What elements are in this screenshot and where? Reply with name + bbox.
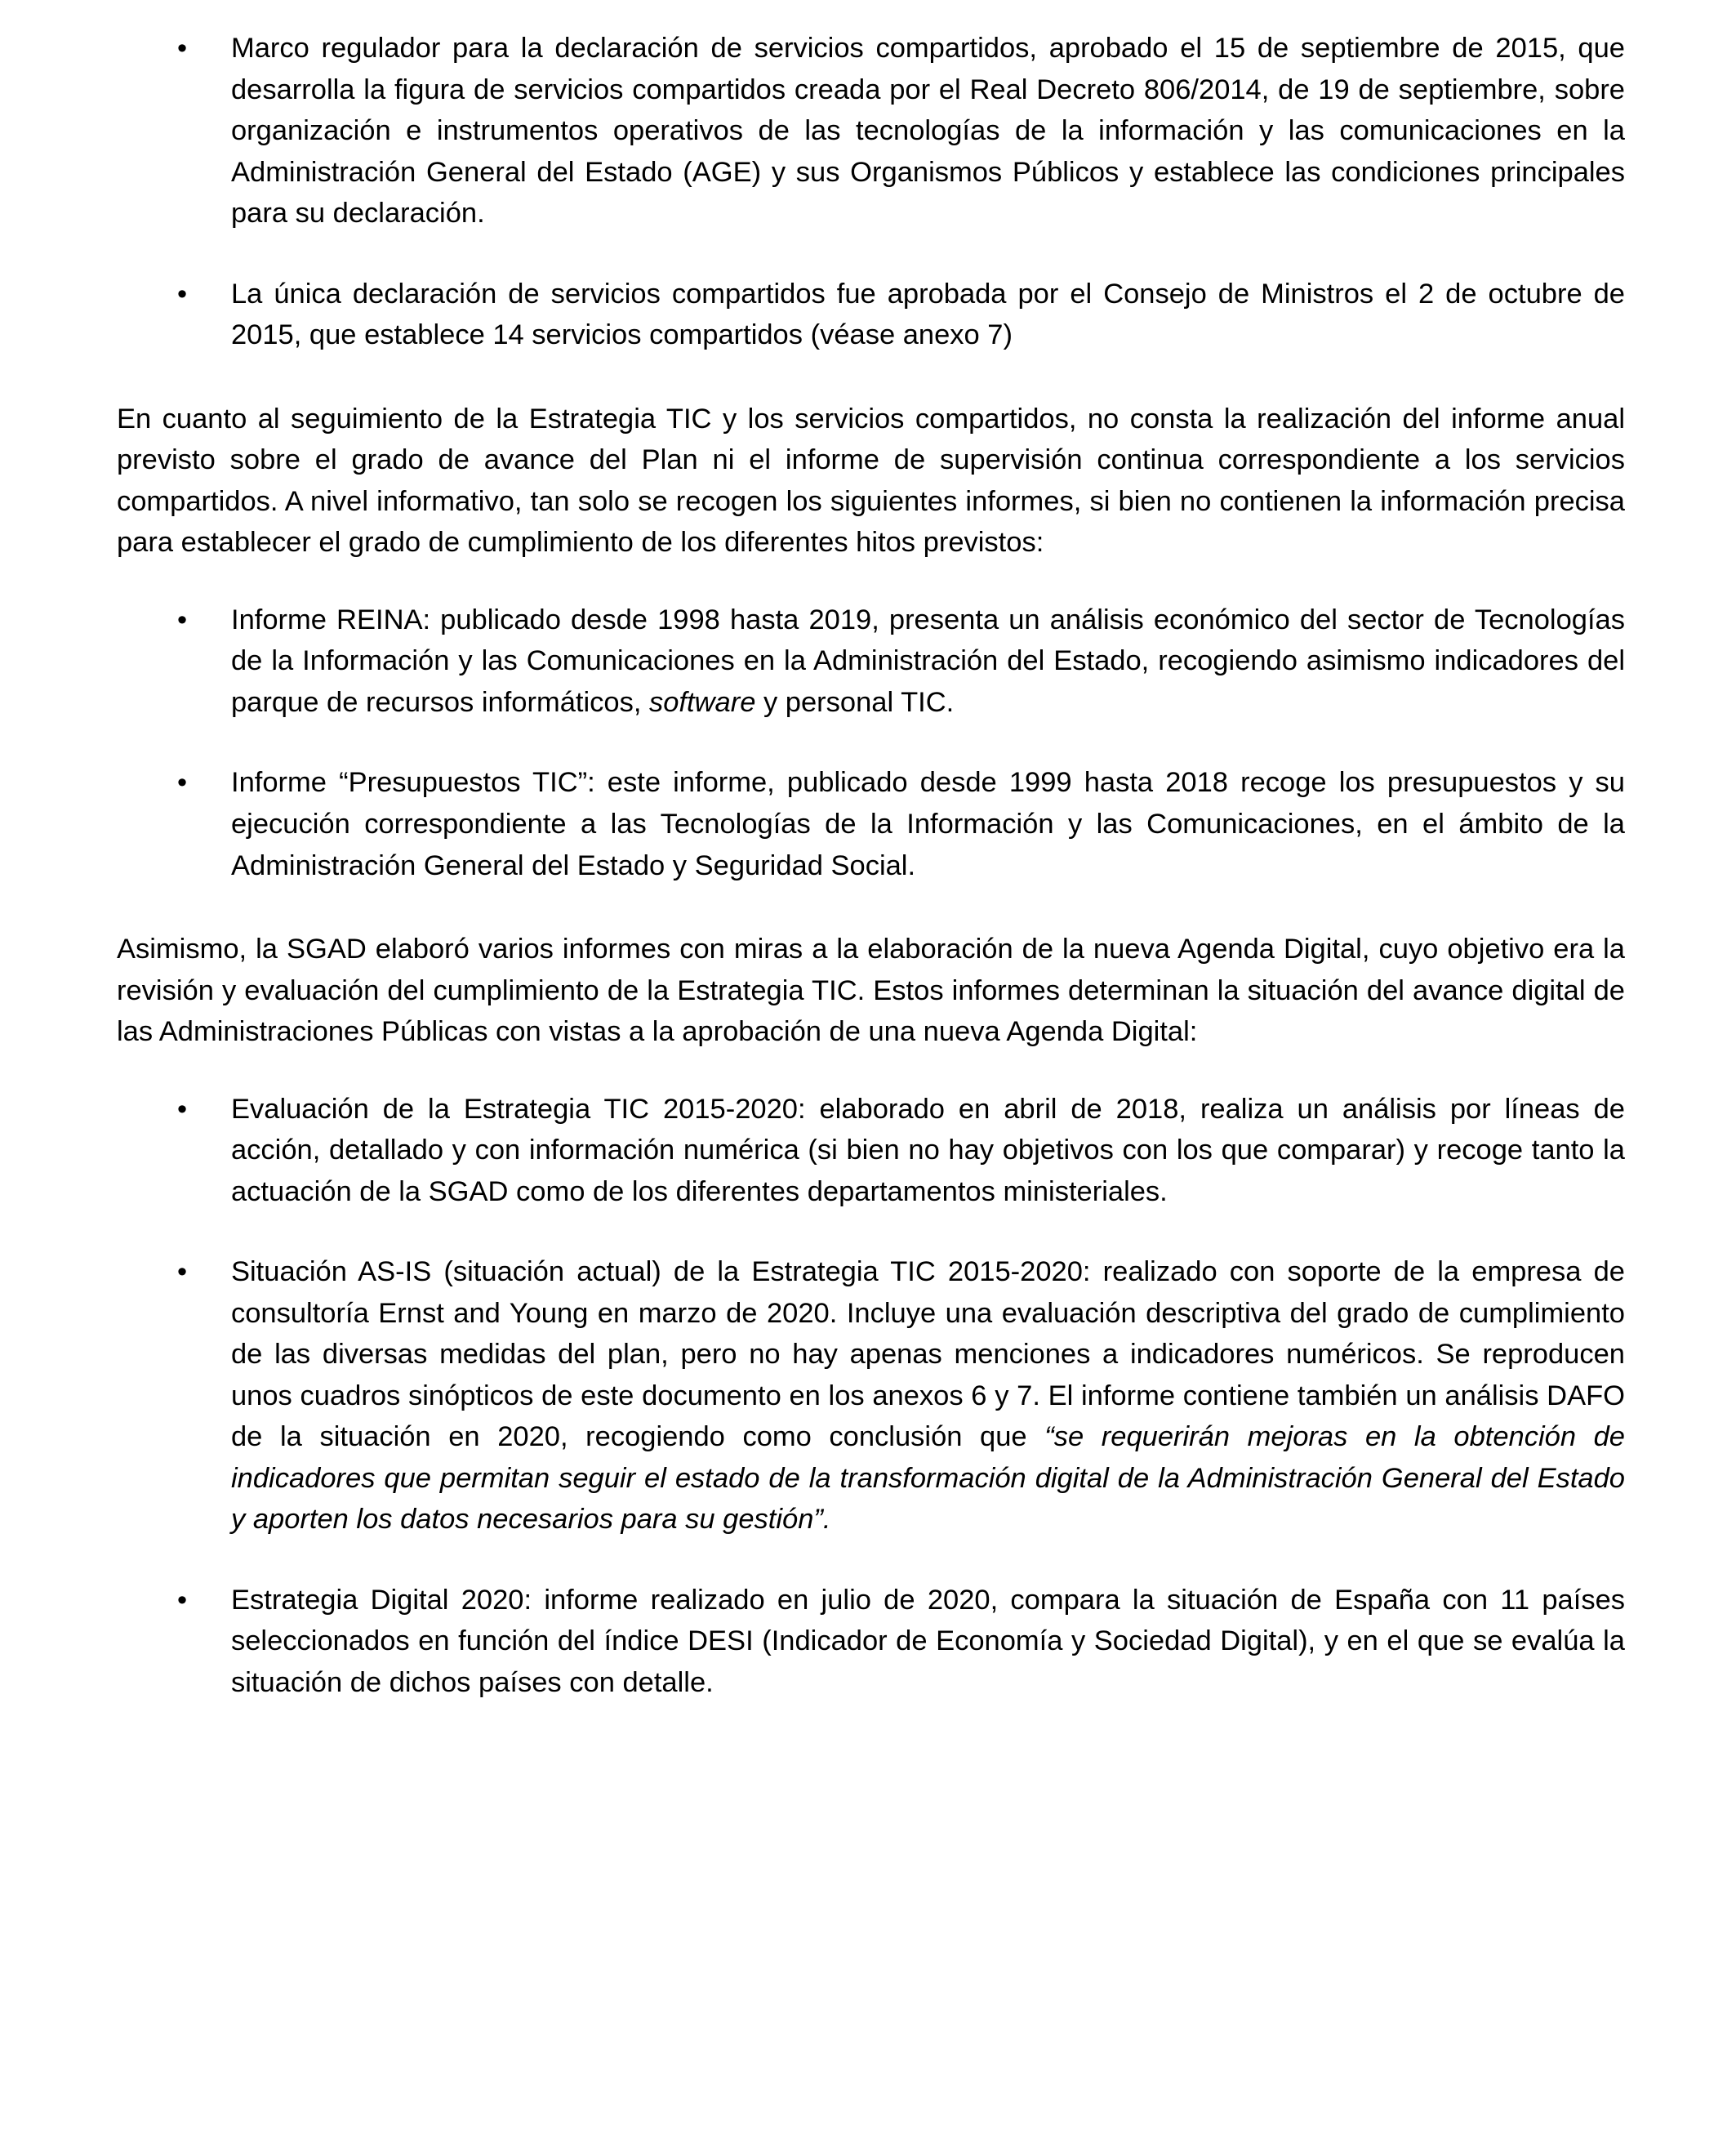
list-item (117, 1580, 1625, 1704)
spacer (117, 356, 1625, 399)
list-item-text-part-1: Informe REINA: publicado desde 1998 hasta 2019, presenta un análisis económico del sector de Tecnologías de la Información y las Comunicaciones en la Administración del Estado, recogiendo asimismo indicadores del parque de recursos informáticos, (231, 604, 1625, 718)
spacer (117, 886, 1625, 929)
list-item-text: La única declaración de servicios compartidos fue aprobada por el Consejo de Ministros el 2 de octubre de 2015, que establece 14 servicios compartidos (véase anexo 7) (231, 278, 1625, 351)
bullet-icon: • (177, 278, 188, 310)
bullet-icon: • (177, 1256, 188, 1288)
bullet-icon: • (177, 1093, 188, 1125)
list-item (117, 600, 1625, 724)
list-item (117, 1251, 1625, 1540)
emphasis-software: software (649, 686, 756, 718)
bullet-icon: • (177, 767, 188, 799)
list-item (117, 28, 1625, 234)
list-item (117, 1089, 1625, 1213)
list-item-text: Informe “Presupuestos TIC”: este informe, publicado desde 1999 hasta 2018 recoge los presupuestos y su ejecución correspondiente a las Tecnologías de la Información y las Comunicaciones, en el ámbito de la Administración General del Estado y Seguridad Social. (231, 767, 1625, 881)
list-item-text (231, 1251, 1625, 1540)
list-item-text-part-1: Situación AS-IS (situación actual) de la Estrategia TIC 2015-2020: realizado con soporte de la empresa de consultoría Ernst and Young en marzo de 2020. Incluye una evaluación descriptiva del grado de cumplimiento de las diversas medidas del plan, pero no hay apenas menciones a indicadores numéricos. Se reproducen unos cuadros sinópticos de este documento en los anexos 6 y 7. El informe contiene también un análisis DAFO de la situación en 2020, recogiendo como conclusión que (231, 1256, 1625, 1453)
bullet-list-informes (117, 600, 1625, 886)
list-item-text: Marco regulador para la declaración de servicios compartidos, aprobado el 15 de septiembre de 2015, que desarrolla la figura de servicios compartidos creada por el Real Decreto 806/2014, de 19 de septiembre, sobre organización e instrumentos operativos de las tecnologías de la información y las comunicaciones en la Administración General del Estado (AGE) y sus Organismos Públicos y establece las condiciones principales para su declaración. (231, 33, 1625, 230)
bullet-icon: • (177, 604, 188, 635)
bullet-icon: • (177, 33, 188, 64)
list-item-text: Estrategia Digital 2020: informe realizado en julio de 2020, compara la situación de España con 11 países seleccionados en función del índice DESI (Indicador de Economía y Sociedad Digital), y en el que se evalúa la situación de dichos países con detalle. (231, 1584, 1625, 1698)
paragraph-asimismo: Asimismo, la SGAD elaboró varios informes con miras a la elaboración de la nueva Agenda Digital, cuyo objetivo era la revisión y evaluación del cumplimiento de la Estrategia TIC. Estos informes determinan la situación del avance digital de las Administraciones Públicas con vistas a la aprobación de una nueva Agenda Digital: (117, 934, 1625, 1048)
bullet-list-agenda-digital (117, 1089, 1625, 1704)
bullet-icon: • (177, 1584, 188, 1616)
document-body (117, 28, 1625, 1704)
spacer (117, 564, 1625, 600)
bullet-list-regulacion (117, 28, 1625, 356)
list-item (117, 762, 1625, 886)
paragraph-seguimiento: En cuanto al seguimiento de la Estrategia TIC y los servicios compartidos, no consta la realización del informe anual previsto sobre el grado de avance del Plan ni el informe de supervisión continua correspondiente a los servicios compartidos. A nivel informativo, tan solo se recogen los siguientes informes, si bien no contienen la información precisa para establecer el grado de cumplimiento de los diferentes hitos previstos: (117, 403, 1625, 559)
emphasis-quote-dafo: “se requerirán mejoras en la obtención de indicadores que permitan seguir el estado de la transformación digital de la Administración General del Estado y aporten los datos necesarios para su gestión”. (231, 1421, 1625, 1536)
spacer (117, 1053, 1625, 1089)
list-item-text: Evaluación de la Estrategia TIC 2015-2020: elaborado en abril de 2018, realiza un análisis por líneas de acción, detallado y con información numérica (si bien no hay objetivos con los que comparar) y recoge tanto la actuación de la SGAD como de los diferentes departamentos ministeriales. (231, 1093, 1625, 1207)
list-item-text-part-2: y personal TIC. (755, 686, 955, 718)
list-item-text (231, 600, 1625, 724)
list-item (117, 274, 1625, 356)
